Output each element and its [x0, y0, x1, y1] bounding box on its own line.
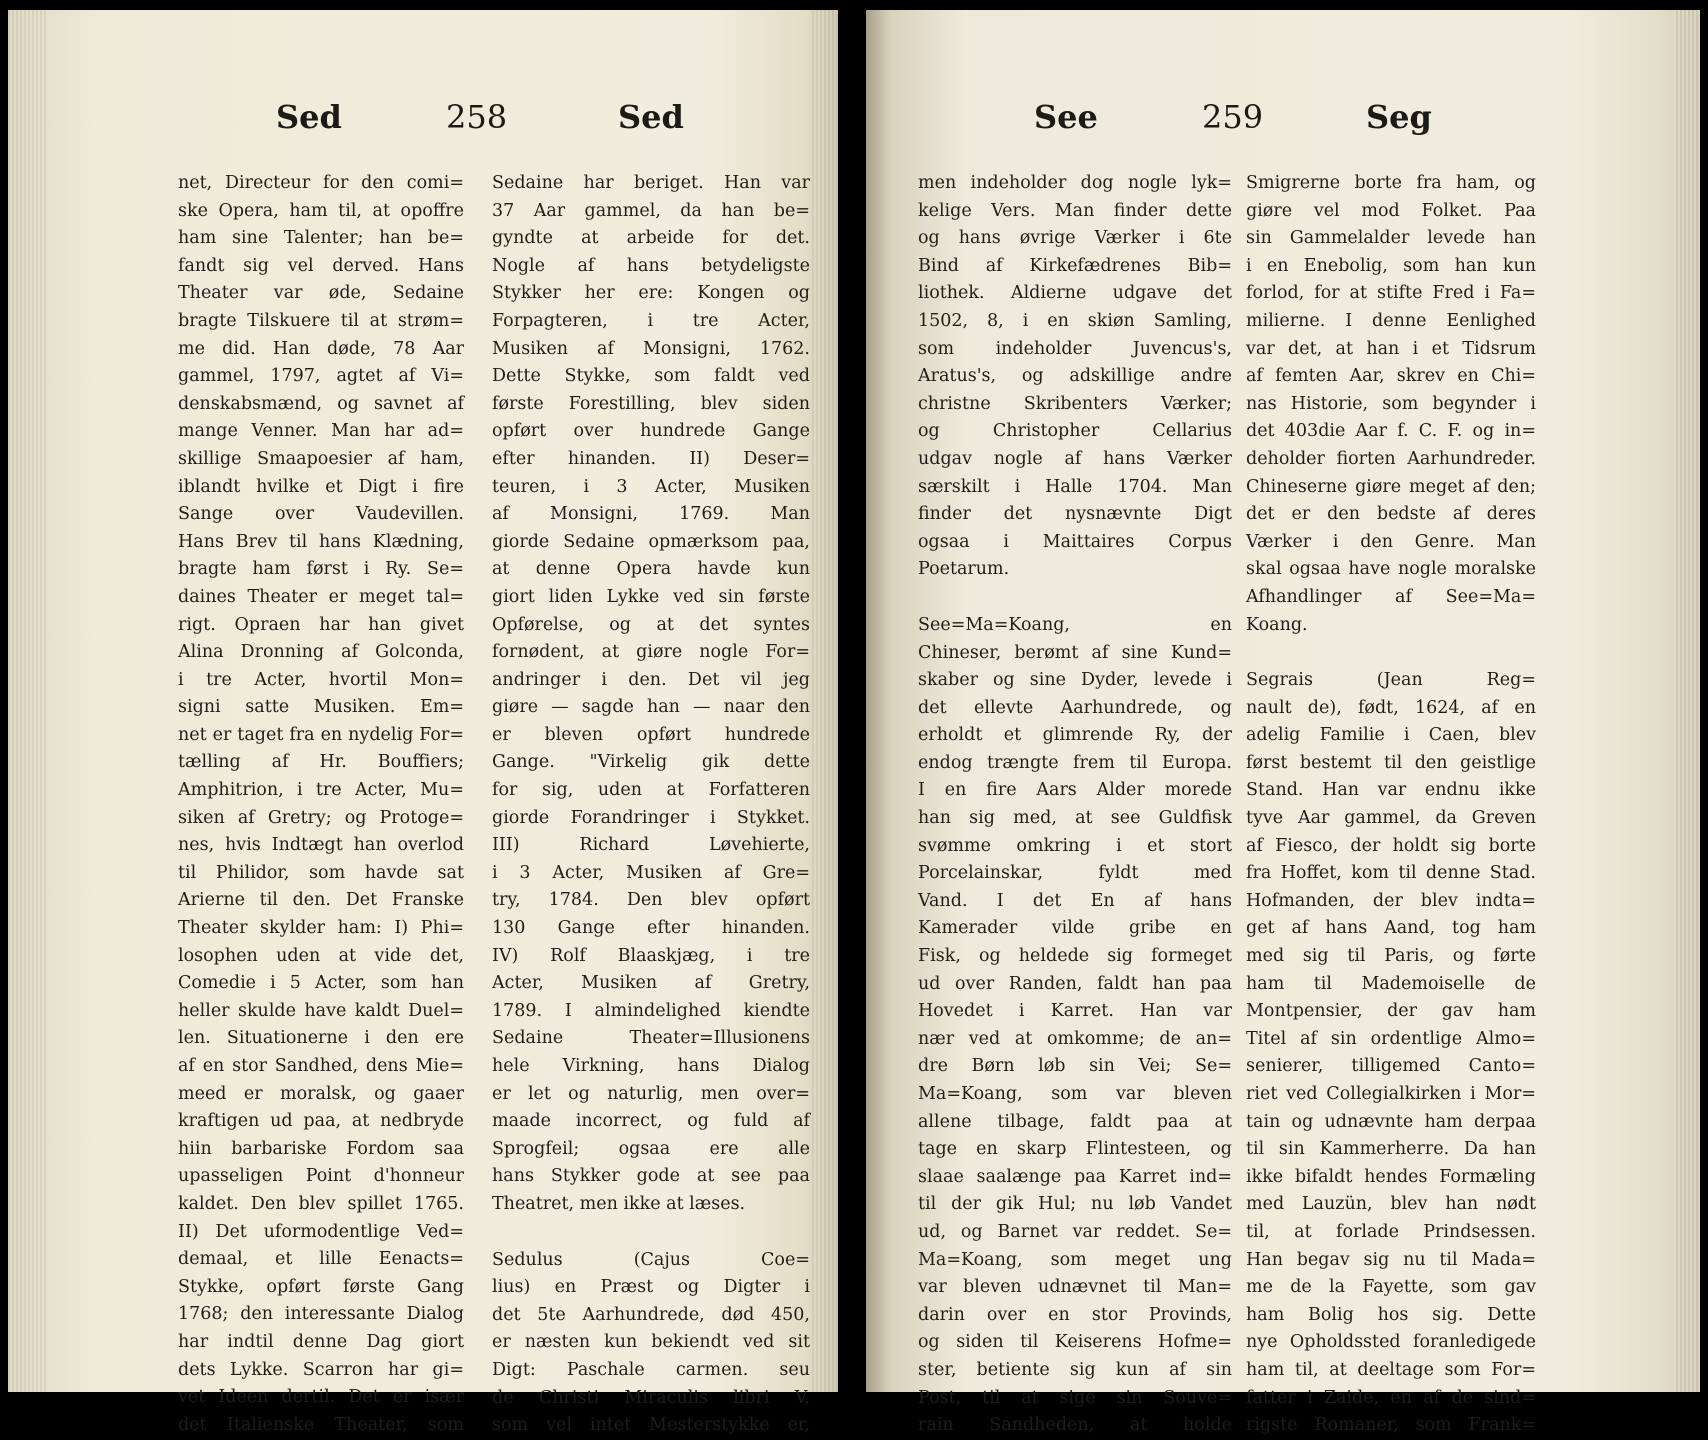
text-line: at denne Opera havde kun — [492, 559, 810, 580]
text-line: ham til Mademoiselle de — [1246, 973, 1536, 994]
sedulus-entry-continued — [918, 170, 1232, 584]
text-line: giorde Sedaine opmærksom paa, — [492, 531, 810, 552]
text-line: ud, og Barnet var reddet. Se= — [918, 1221, 1232, 1242]
text-line: Gange. "Virkelig gik dette — [492, 752, 810, 773]
text-line: giorde Forandringer i Stykket. — [492, 807, 810, 828]
text-line: nye Opholdssted foranledigede — [1246, 1332, 1536, 1353]
text-line: af Fiesco, der holdt sig borte — [1246, 835, 1536, 856]
text-line: teuren, i 3 Acter, Musiken — [492, 476, 810, 497]
right-page-column-2 — [1246, 170, 1536, 1440]
text-line: III) Richard Løvehierte, — [492, 835, 810, 856]
text-line: Stykke, opført første Gang — [178, 1276, 464, 1297]
text-line: af en stor Sandhed, dens Mie= — [178, 1056, 464, 1076]
left-page-column-1 — [178, 170, 464, 1439]
text-line: IV) Rolf Blaaskjæg, i tre — [492, 945, 810, 966]
text-line: ham Bolig hos sig. Dette — [1246, 1304, 1536, 1325]
text-line: tælling af Hr. Bouffiers; — [178, 752, 464, 773]
text-line: det 403die Aar f. C. F. og in= — [1246, 421, 1536, 442]
text-line: iblandt hvilke et Digt i fire — [178, 476, 464, 497]
text-line: Opførelse, og at det syntes — [492, 614, 810, 635]
text-line: Segrais (Jean Reg= — [1246, 670, 1536, 691]
text-line: fornødent, at giøre nogle For= — [492, 642, 810, 663]
text-line: og hans øvrige Værker i 6te — [918, 228, 1232, 249]
text-line: men indeholder dog nogle lyk= — [918, 173, 1232, 193]
text-line: det ellevte Aarhundrede, og — [918, 697, 1232, 718]
text-line: Afhandlinger af See=Ma= — [1246, 586, 1536, 607]
text-line: i tre Acter, hvortil Mon= — [178, 669, 464, 690]
text-line: Nogle af hans betydeligste — [492, 255, 810, 276]
text-line: tyve Aar gammel, da Greven — [1246, 808, 1536, 829]
text-line: christne Skribenters Værker; — [918, 393, 1232, 414]
text-line: ster, betiente sig kun af sin — [918, 1359, 1232, 1380]
left-page-header-right-word: Sed — [618, 98, 684, 136]
text-line: demaal, et lille Eenacts= — [178, 1249, 464, 1270]
text-line: skillige Smaapoesier af ham, — [178, 448, 464, 469]
text-line: fra Hoffet, kom til denne Stad. — [1246, 863, 1536, 884]
text-line: Stykker her ere: Kongen og — [492, 283, 810, 304]
text-line: af Monsigni, 1769. Man — [492, 504, 810, 525]
text-line: Hovedet i Karret. Han var — [918, 1001, 1232, 1022]
text-line: efter hinanden. II) Deser= — [492, 448, 810, 469]
text-line: er næsten kun bekiendt ved sit — [492, 1332, 810, 1353]
text-line: heller skulde have kaldt Duel= — [178, 1000, 464, 1021]
text-line: giort liden Lykke ved sin første — [492, 586, 810, 607]
text-line: Digt: Paschale carmen. seu — [492, 1359, 810, 1380]
text-line: var det, at han i et Tidsrum — [1246, 338, 1536, 359]
text-line: først bestemt til den geistlige — [1246, 752, 1536, 773]
text-line: maade incorrect, og fuld af — [492, 1111, 810, 1132]
text-line: Sedaine har beriget. Han var — [492, 173, 810, 193]
text-line: de Christi Miraculis libri V, — [492, 1387, 810, 1408]
text-line: endog trængte frem til Europa. — [918, 752, 1232, 773]
text-line: Poetarum. — [918, 559, 1010, 580]
text-line: losophen uden at vide det, — [178, 945, 464, 966]
text-line: darin over en stor Provinds, — [918, 1304, 1232, 1325]
text-line: og siden til Keiserens Hofme= — [918, 1332, 1232, 1353]
text-line: Stand. Han var endnu ikke — [1246, 780, 1536, 801]
text-line: tage en skarp Flintesteen, og — [918, 1139, 1232, 1160]
text-line: me did. Han døde, 78 Aar — [178, 338, 464, 359]
text-line: svømme omkring i et stort — [918, 835, 1232, 856]
text-line: Bind af Kirkefædrenes Bib= — [918, 255, 1232, 276]
text-line: Hofmanden, der blev indta= — [1246, 890, 1536, 911]
text-line: Fisk, og heldede sig formeget — [918, 946, 1232, 967]
text-line: Koang. — [1246, 614, 1308, 635]
text-line: forlod, for at stifte Fred i Fa= — [1246, 283, 1536, 304]
text-line: var bleven udnævnet til Man= — [918, 1277, 1232, 1298]
entry-gap — [918, 584, 1232, 612]
text-line: han sig med, at see Guldfisk — [918, 808, 1232, 829]
text-line: 130 Gange efter hinanden. — [492, 918, 810, 939]
text-line: milierne. I denne Eenlighed — [1246, 310, 1536, 331]
text-line: liothek. Aldierne udgave det — [918, 283, 1232, 304]
text-line: allene tilbage, faldt paa at — [918, 1111, 1232, 1132]
text-line: i 3 Acter, Musiken af Gre= — [492, 862, 810, 883]
text-line: Hans Brev til hans Klædning, — [178, 531, 464, 552]
left-page-column-2 — [492, 170, 810, 1440]
text-line: kelige Vers. Man finder dette — [918, 200, 1232, 221]
text-line: me de la Fayette, som gav — [1246, 1277, 1536, 1298]
text-line: net, Directeur for den comi= — [178, 173, 464, 193]
text-line: i en Enebolig, som han kun — [1246, 255, 1536, 276]
right-page-header-right-word: Seg — [1366, 98, 1432, 136]
text-line: til sin Kammerherre. Da han — [1246, 1139, 1536, 1160]
text-line: det 5te Aarhundrede, død 450, — [492, 1304, 810, 1325]
right-page-header-left-word: See — [1034, 98, 1098, 136]
see-ma-koang-entry — [918, 612, 1232, 1440]
text-line: I en fire Aars Alder morede — [918, 780, 1232, 801]
left-page-number: 258 — [446, 98, 508, 136]
left-page-header-left-word: Sed — [276, 98, 342, 136]
text-line: med Lauzün, blev han nødt — [1246, 1194, 1536, 1215]
text-line: Sprogfeil; ogsaa ere alle — [492, 1138, 810, 1159]
text-line: vet Ideen dertil. Det er især — [178, 1387, 464, 1408]
text-line: hans Stykker gode at see paa — [492, 1166, 810, 1187]
text-line: dets Lykke. Scarron har gi= — [178, 1359, 464, 1380]
text-line: Han begav sig nu til Mada= — [1246, 1249, 1536, 1270]
text-line: Værker i den Genre. Man — [1246, 531, 1536, 552]
entry-gap — [1246, 639, 1536, 667]
text-line: Theater skylder ham: I) Phi= — [178, 918, 464, 939]
text-line: Comedie i 5 Acter, som han — [178, 973, 464, 994]
see-ma-koang-entry-continued — [1246, 170, 1536, 639]
text-line: II) Det uformodentlige Ved= — [178, 1221, 464, 1242]
text-line: finder det nysnævnte Digt — [918, 504, 1232, 525]
text-line: bragte ham først i Ry. Se= — [178, 559, 464, 580]
text-line: try, 1784. Den blev opført — [492, 890, 810, 911]
text-line: rigt. Opraen har han givet — [178, 614, 464, 635]
text-line: Sedulus (Cajus Coe= — [492, 1249, 810, 1270]
text-line: fatter i Zaide, en af de sind= — [1246, 1387, 1536, 1408]
text-line: hiin barbariske Fordom saa — [178, 1138, 464, 1159]
text-line: som indeholder Juvencus's, — [918, 338, 1232, 359]
text-line: Sedaine Theater=Illusionens — [492, 1028, 810, 1049]
text-line: første Forestilling, blev siden — [492, 393, 810, 414]
text-line: rigste Romaner, som Frank= — [1246, 1415, 1536, 1436]
text-line: af femten Aar, skrev en Chi= — [1246, 366, 1536, 387]
text-line: tain og udnævnte ham derpaa — [1246, 1111, 1536, 1132]
text-line: med sig til Paris, og førte — [1246, 946, 1536, 967]
text-line: ud over Randen, faldt han paa — [918, 973, 1232, 994]
right-page-column-1 — [918, 170, 1232, 1440]
text-line: har indtil denne Dag giort — [178, 1331, 464, 1352]
text-line: sin Gammelalder levede han — [1246, 228, 1536, 249]
text-line: Titel af sin ordentlige Almo= — [1246, 1028, 1536, 1049]
text-line: Post, til at sige sin Souve= — [918, 1387, 1232, 1408]
text-line: meed er moralsk, og gaaer — [178, 1083, 464, 1104]
text-line: skaber og sine Dyder, levede i — [918, 670, 1232, 691]
text-line: hele Virkning, hans Dialog — [492, 1056, 810, 1076]
text-line: ham til, at deeltage som For= — [1246, 1359, 1536, 1380]
text-line: Dette Stykke, som faldt ved — [492, 366, 810, 387]
text-line: nas Historie, som begynder i — [1246, 393, 1536, 414]
text-line: Arierne til den. Det Franske — [178, 890, 464, 911]
text-line: signi satte Musiken. Em= — [178, 697, 464, 718]
text-line: til Philidor, som havde sat — [178, 862, 464, 883]
text-line: net er taget fra en nydelig For= — [178, 724, 464, 745]
text-line: Chineserne giøre meget af den; — [1246, 476, 1536, 497]
text-line: er let og naturlig, men over= — [492, 1083, 810, 1104]
text-line: til, at forlade Prindsessen. — [1246, 1221, 1536, 1242]
sedaine-entry-continued — [492, 170, 810, 1219]
sedulus-entry — [492, 1247, 810, 1440]
left-page — [8, 10, 838, 1436]
text-line: 1502, 8, i en skiøn Samling, — [918, 310, 1232, 331]
text-line: det Italienske Theater, som — [178, 1414, 464, 1435]
text-line: ikke bifaldt hendes Formæling — [1246, 1166, 1536, 1187]
text-line: Aratus's, og adskillige andre — [918, 366, 1232, 387]
text-line: nær ved at omkomme; de an= — [918, 1028, 1232, 1049]
entry-gap — [492, 1219, 810, 1247]
page-edge — [8, 10, 48, 1392]
text-line: ogsaa i Maittaires Corpus — [918, 531, 1232, 552]
text-line: Sange over Vaudevillen. — [178, 504, 464, 525]
text-line: Amphitrion, i tre Acter, Mu= — [178, 780, 464, 801]
text-line: ham sine Talenter; han be= — [178, 228, 464, 249]
text-line: Chineser, berømt af sine Kund= — [918, 642, 1232, 663]
right-page — [866, 10, 1700, 1436]
text-line: adelig Familie i Caen, blev — [1246, 725, 1536, 746]
text-line: gammel, 1797, agtet af Vi= — [178, 366, 464, 387]
right-page-number: 259 — [1202, 98, 1264, 136]
text-line: denskabsmænd, og savnet af — [178, 393, 464, 414]
page-edge — [1674, 10, 1700, 1392]
text-line: get af hans Aand, tog ham — [1246, 918, 1536, 939]
text-line: erholdt et glimrende Ry, der — [918, 725, 1232, 746]
text-line: bragte Tilskuere til at strøm= — [178, 310, 464, 331]
text-line: særskilt i Halle 1704. Man — [918, 476, 1232, 497]
text-line: daines Theater er meget tal= — [178, 586, 464, 607]
text-line: gyndte at arbeide for det. — [492, 228, 810, 249]
text-line: nes, hvis Indtægt han overlod — [178, 835, 464, 856]
text-line: og Christopher Cellarius — [918, 421, 1232, 442]
text-line: er bleven opført hundrede — [492, 724, 810, 745]
text-line: Forpagteren, i tre Acter, — [492, 310, 810, 331]
text-line: 1789. I almindelighed kiendte — [492, 1000, 810, 1021]
text-line: for sig, uden at Forfatteren — [492, 780, 810, 801]
text-line: dre Børn løb sin Vei; Se= — [918, 1056, 1232, 1077]
text-line: det er den bedste af deres — [1246, 504, 1536, 525]
text-line: Theater var øde, Sedaine — [178, 283, 464, 304]
text-line: mange Venner. Man har ad= — [178, 421, 464, 442]
text-line: Vand. I det En af hans — [918, 890, 1232, 911]
text-line: upasseligen Point d'honneur — [178, 1166, 464, 1187]
text-line: Acter, Musiken af Gretry, — [492, 973, 810, 994]
text-line: deholder fiorten Aarhundreder. — [1246, 448, 1536, 469]
gutter-shadow — [812, 10, 838, 1392]
segrais-entry — [1246, 667, 1536, 1440]
text-line: ske Opera, ham til, at opoffre — [178, 200, 464, 221]
text-line: andringer i den. Det vil jeg — [492, 669, 810, 690]
text-line: Smigrerne borte fra ham, og — [1246, 173, 1536, 193]
text-line: riet ved Collegialkirken i Mor= — [1246, 1084, 1536, 1104]
text-line: Ma=Koang, som meget ung — [918, 1249, 1232, 1270]
text-line: skal ogsaa have nogle moralske — [1246, 559, 1536, 580]
text-line: Alina Dronning af Golconda, — [178, 642, 464, 663]
text-line: 1768; den interessante Dialog — [178, 1304, 464, 1325]
text-line: giøre — sagde han — naar den — [492, 697, 810, 718]
text-line: Musiken af Monsigni, 1762. — [492, 338, 810, 359]
text-line: slaae saalænge paa Karret ind= — [918, 1166, 1232, 1187]
text-line: kaldet. Den blev spillet 1765. — [178, 1193, 464, 1214]
text-line: len. Situationerne i den ere — [178, 1028, 464, 1049]
text-line: til der gik Hul; nu løb Vandet — [918, 1194, 1232, 1215]
text-line: siken af Gretry; og Protoge= — [178, 807, 464, 828]
text-line: udgav nogle af hans Værker — [918, 448, 1232, 469]
text-line: giøre vel mod Folket. Paa — [1246, 200, 1536, 221]
text-line: lius) en Præst og Digter i — [492, 1277, 810, 1298]
text-line: fandt sig vel derved. Hans — [178, 255, 464, 276]
text-line: senierer, tilligemed Canto= — [1246, 1056, 1536, 1077]
text-line: Ma=Koang, som var bleven — [918, 1084, 1232, 1104]
text-line: See=Ma=Koang, en — [918, 614, 1232, 635]
text-line: 37 Aar gammel, da han be= — [492, 200, 810, 221]
text-line: Theatret, men ikke at læses. — [492, 1193, 746, 1214]
text-line: opført over hundrede Gange — [492, 421, 810, 442]
text-line: rain Sandheden, at holde — [918, 1415, 1232, 1436]
text-line: Porcelainskar, fyldt med — [918, 863, 1232, 884]
text-line: Montpensier, der gav ham — [1246, 1001, 1536, 1022]
text-line: nault de), født, 1624, af en — [1246, 697, 1536, 718]
text-line: Kamerader vilde gribe en — [918, 918, 1232, 939]
text-line: som vel intet Mesterstykke er, — [492, 1415, 810, 1436]
text-line: kraftigen ud paa, at nedbryde — [178, 1111, 464, 1132]
